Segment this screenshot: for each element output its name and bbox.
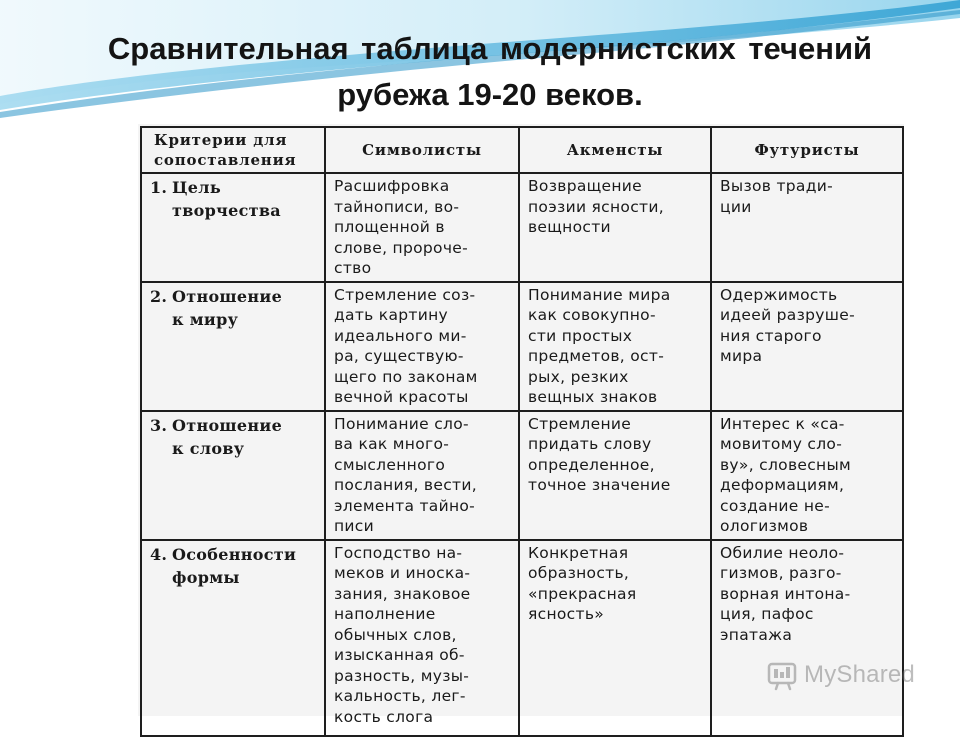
- cell-line: идеального ми-: [334, 326, 467, 345]
- row-number: 3.: [150, 415, 168, 435]
- comparison-table: [140, 126, 904, 737]
- cell-line: Господство на-: [334, 543, 463, 562]
- cell-line: площенной в: [334, 218, 445, 236]
- cell-line: ву», словесным: [720, 455, 852, 474]
- row-criterion: [141, 282, 325, 411]
- cell-symbolists: [325, 282, 519, 411]
- cell-line: определенное,: [528, 455, 655, 474]
- cell-symbolists: [325, 411, 519, 540]
- cell-line: ва как много-: [334, 435, 450, 453]
- row-criterion-line: формы: [172, 567, 240, 587]
- cell-line: Одержимость: [720, 285, 838, 304]
- cell-line: Конкретная: [528, 543, 629, 562]
- row-number: 2.: [150, 286, 168, 306]
- title-line-2-suffix: .: [634, 77, 643, 112]
- header-symbolists-label: Символисты: [362, 140, 482, 159]
- row-criterion-line: к слову: [172, 438, 245, 458]
- header-acmeists: [519, 127, 711, 173]
- cell-futurists: [711, 540, 903, 736]
- row-criterion: [141, 411, 325, 540]
- cell-line: ясность»: [528, 605, 605, 623]
- cell-line: создание не-: [720, 496, 830, 515]
- cell-line: обычных слов,: [334, 625, 457, 644]
- cell-futurists: [711, 282, 903, 411]
- cell-line: дать картину: [334, 306, 449, 324]
- cell-futurists: [711, 173, 903, 282]
- header-futurists-label: Футуристы: [754, 140, 860, 159]
- cell-line: слове, пророче-: [334, 238, 469, 257]
- cell-line: кость слога: [334, 707, 434, 726]
- header-criteria-line: Критерии для: [154, 131, 288, 149]
- cell-line: образность,: [528, 564, 630, 582]
- table-row: [141, 411, 903, 540]
- cell-line: мовитому сло-: [720, 435, 843, 453]
- cell-line: Интерес к «са-: [720, 414, 845, 433]
- cell-line: смысленного: [334, 455, 446, 474]
- cell-acmeists: [519, 282, 711, 411]
- table-row: [141, 173, 903, 282]
- cell-line: точное значение: [528, 476, 671, 494]
- cell-futurists: [711, 411, 903, 540]
- cell-line: сти простых: [528, 326, 633, 345]
- row-criterion-line: Особенности: [172, 544, 297, 564]
- cell-line: Стремление соз-: [334, 285, 476, 304]
- cell-line: зания, знаковое: [334, 584, 471, 603]
- cell-acmeists: [519, 411, 711, 540]
- row-criterion-line: Отношение: [172, 415, 283, 435]
- cell-line: придать слову: [528, 435, 652, 453]
- title-line-2: [40, 72, 940, 118]
- cell-line: ологизмов: [720, 517, 809, 535]
- cell-line: разность, музы-: [334, 666, 470, 685]
- cell-line: писи: [334, 517, 375, 535]
- cell-line: как совокупно-: [528, 306, 656, 324]
- cell-line: рых, резких: [528, 367, 629, 386]
- header-futurists: [711, 127, 903, 173]
- cell-line: кальность, лег-: [334, 687, 466, 705]
- header-criteria: [141, 127, 325, 173]
- cell-line: ворная интона-: [720, 584, 851, 603]
- cell-line: вечной красоты: [334, 388, 469, 406]
- row-number: 1.: [150, 178, 168, 197]
- cell-line: Стремление: [528, 414, 632, 433]
- cell-line: Понимание сло-: [334, 414, 469, 433]
- cell-line: послания, вести,: [334, 476, 477, 494]
- row-criterion-line: к миру: [172, 309, 239, 329]
- cell-line: мира: [720, 347, 763, 365]
- myshared-watermark: [766, 656, 915, 694]
- title-line-1: Сравнительная таблица модернистских течений: [107, 31, 873, 66]
- row-criterion-line: Отношение: [172, 286, 283, 306]
- cell-acmeists: [519, 540, 711, 736]
- cell-line: тайнописи, во-: [334, 197, 460, 216]
- watermark-text: MyShared: [804, 661, 915, 688]
- row-criterion-line: Цель: [172, 178, 221, 197]
- cell-line: деформациям,: [720, 476, 845, 494]
- row-number: 4.: [150, 544, 168, 564]
- cell-line: эпатажа: [720, 625, 793, 644]
- cell-line: ра, существую-: [334, 347, 464, 365]
- cell-line: Понимание мира: [528, 285, 671, 304]
- cell-line: ния старого: [720, 326, 822, 345]
- header-criteria-line: сопоставления: [154, 151, 297, 169]
- cell-line: поэзии ясности,: [528, 197, 664, 216]
- row-criterion: [141, 173, 325, 282]
- table-row: [141, 540, 903, 736]
- table-row: [141, 282, 903, 411]
- cell-line: «прекрасная: [528, 584, 637, 603]
- cell-symbolists: [325, 540, 519, 736]
- cell-line: наполнение: [334, 605, 436, 623]
- cell-line: изысканная об-: [334, 646, 465, 664]
- header-acmeists-label: Акменсты: [566, 140, 664, 159]
- table-header-row: [141, 127, 903, 173]
- cell-line: идеей разруше-: [720, 306, 855, 324]
- cell-line: предметов, ост-: [528, 347, 665, 365]
- title-line-2-text: рубежа 19-20 веков: [337, 77, 635, 112]
- cell-line: Возвращение: [528, 177, 643, 195]
- myshared-logo-icon: [766, 658, 800, 692]
- cell-acmeists: [519, 173, 711, 282]
- cell-line: Обилие неоло-: [720, 543, 845, 562]
- cell-symbolists: [325, 173, 519, 282]
- cell-line: Вызов тради-: [720, 177, 834, 195]
- cell-line: ция, пафос: [720, 605, 814, 623]
- cell-line: ство: [334, 259, 372, 277]
- cell-line: Расшифровка: [334, 177, 450, 195]
- cell-line: щего по законам: [334, 367, 478, 386]
- row-criterion: [141, 540, 325, 736]
- cell-line: вещности: [528, 218, 611, 236]
- cell-line: элемента тайно-: [334, 496, 476, 515]
- header-symbolists: [325, 127, 519, 173]
- page-title: [40, 26, 940, 118]
- row-criterion-line: творчества: [172, 201, 281, 220]
- cell-line: меков и иноска-: [334, 564, 471, 582]
- cell-line: ции: [720, 197, 752, 216]
- cell-line: гизмов, разго-: [720, 564, 842, 582]
- cell-line: вещных знаков: [528, 388, 658, 406]
